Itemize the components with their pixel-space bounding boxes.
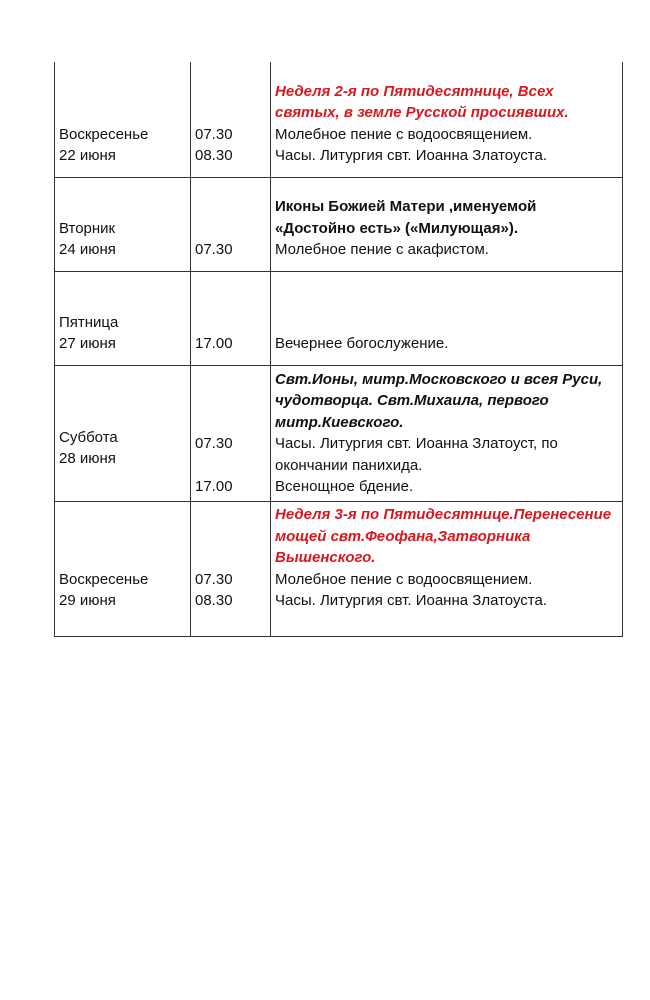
service-description: Вечернее богослужение. — [275, 335, 449, 352]
day-name: Вторник — [59, 219, 116, 237]
service-time: 17.00 — [195, 478, 233, 495]
feast-title: Неделя 2-я по Пятидесятнице, Всех — [275, 82, 554, 100]
feast-title: святых, в земле Русской просиявших. — [275, 104, 569, 121]
time-cell — [191, 501, 271, 636]
feast-title: чудотворца. Свт.Михаила, первого — [275, 392, 549, 409]
day-date: 29 июня — [59, 592, 116, 609]
event-cell — [271, 271, 623, 365]
service-description: окончании панихида. — [275, 456, 423, 474]
feast-title: «Достойно есть» («Милующая»). — [275, 219, 518, 237]
day-name: Суббота — [59, 428, 118, 446]
event-cell — [271, 62, 623, 177]
day-cell — [55, 365, 191, 501]
event-cell — [271, 177, 623, 271]
feast-title: Свт.Ионы, митр.Московского и всея Руси, — [275, 370, 603, 388]
day-date: 27 июня — [59, 335, 116, 352]
time-cell — [191, 62, 271, 177]
feast-title: Неделя 3-я по Пятидесятнице.Перенесение — [275, 506, 612, 523]
feast-title: Вышенского. — [275, 549, 376, 566]
event-cell — [271, 501, 623, 636]
service-description: Часы. Литургия свт. Иоанна Златоуст, по — [275, 435, 558, 452]
table-row — [55, 271, 623, 365]
day-date: 22 июня — [59, 147, 116, 164]
feast-title: мощей свт.Феофана,Затворника — [275, 527, 531, 545]
table-row — [55, 62, 623, 177]
day-name: Пятница — [59, 313, 119, 331]
time-cell — [191, 365, 271, 501]
service-description: Часы. Литургия свт. Иоанна Златоуста. — [275, 592, 547, 609]
day-name: Воскресенье — [59, 570, 149, 588]
service-time: 07.30 — [195, 570, 233, 588]
service-time: 07.30 — [195, 241, 233, 258]
time-cell — [191, 177, 271, 271]
service-description: Молебное пение с водоосвящением. — [275, 125, 533, 143]
service-time: 17.00 — [195, 335, 233, 352]
service-time: 07.30 — [195, 125, 233, 143]
service-description: Часы. Литургия свт. Иоанна Златоуста. — [275, 147, 547, 164]
feast-title: Иконы Божией Матери ,именуемой — [275, 198, 537, 215]
day-date: 24 июня — [59, 241, 116, 258]
service-time: 08.30 — [195, 592, 233, 609]
table-row — [55, 365, 623, 501]
day-name: Воскресенье — [59, 125, 149, 143]
event-cell — [271, 365, 623, 501]
feast-title: митр.Киевского. — [275, 413, 404, 431]
day-cell — [55, 501, 191, 636]
service-description: Всенощное бдение. — [275, 478, 414, 495]
day-cell — [55, 62, 191, 177]
day-date: 28 июня — [59, 450, 116, 467]
table-row — [55, 501, 623, 636]
service-time: 07.30 — [195, 435, 233, 452]
day-cell — [55, 177, 191, 271]
time-cell — [191, 271, 271, 365]
day-cell — [55, 271, 191, 365]
table-row — [55, 177, 623, 271]
service-description: Молебное пение с водоосвящением. — [275, 570, 533, 588]
schedule-table — [54, 62, 623, 637]
service-description: Молебное пение с акафистом. — [275, 241, 489, 258]
service-time: 08.30 — [195, 147, 233, 164]
time-spacer — [195, 455, 270, 477]
